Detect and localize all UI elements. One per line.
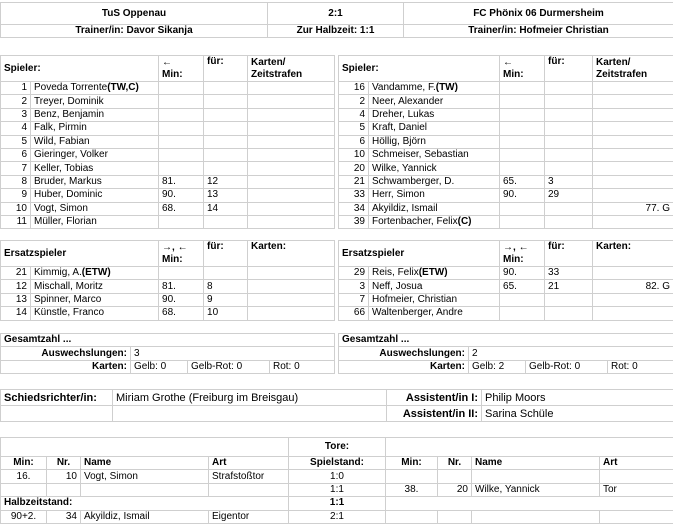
home-goal-scorer: Akyildiz, Ismail — [81, 510, 209, 523]
away-shirt-number: 34 — [339, 202, 369, 215]
away-sub-minute — [500, 162, 545, 175]
home-subs-count: 3 — [131, 347, 335, 360]
away-sub-minute — [500, 82, 545, 95]
halftime-label: Halbzeitstand: — [1, 497, 289, 510]
away-goal-minute: 38. — [386, 483, 438, 496]
away-yellow-count: Gelb: 2 — [469, 360, 526, 373]
home-goal-scorer — [81, 483, 209, 496]
away-sub-minute — [500, 215, 545, 228]
halftime-score: Zur Halbzeit: 1:1 — [268, 25, 404, 38]
home-goal-minute: 16. — [1, 470, 47, 483]
home-player-name: Gieringer, Volker — [31, 148, 159, 161]
away-card — [593, 267, 673, 280]
assistant1-name: Philip Moors — [482, 390, 673, 406]
away-shirt-number: 16 — [339, 82, 369, 95]
home-sub-for: 12 — [204, 175, 248, 188]
away-card — [593, 175, 673, 188]
away-sub-for — [545, 122, 593, 135]
away-sub-for: 21 — [545, 280, 593, 293]
away-goal-type — [600, 470, 673, 483]
away-sub-minute: 90. — [500, 267, 545, 280]
away-totals-title: Gesamtzahl ... — [339, 334, 673, 347]
away-goal-scorer: Wilke, Yannick — [472, 483, 600, 496]
home-card — [248, 82, 335, 95]
home-totals-title: Gesamtzahl ... — [1, 334, 335, 347]
score-heading: Spielstand: — [289, 457, 386, 470]
halftime-goal-score: 1:1 — [289, 497, 386, 510]
home-goal-number: 34 — [47, 510, 81, 523]
away-player-name: Schmeiser, Sebastian — [369, 148, 500, 161]
assistant2-label: Assistent/in II: — [387, 406, 482, 422]
away-goal-scorer — [472, 470, 600, 483]
home-sub-for — [204, 162, 248, 175]
away-subs-for-heading: für: — [545, 241, 593, 267]
away-shirt-number: 4 — [339, 108, 369, 121]
away-player-name: Neff, Josua — [369, 280, 500, 293]
referee-name: Miriam Grothe (Freiburg im Breisgau) — [113, 390, 387, 406]
away-goal-type — [600, 510, 673, 523]
away-min-heading: ← Min: — [500, 56, 545, 82]
away-subs-heading: Ersatzspieler — [339, 241, 500, 267]
away-player-name: Wilke, Yannick — [369, 162, 500, 175]
player-row — [1, 175, 673, 188]
home-player-name: Vogt, Simon — [31, 202, 159, 215]
away-sub-for — [545, 82, 593, 95]
away-sub-minute — [500, 135, 545, 148]
home-sub-minute: 68. — [159, 307, 204, 320]
goal-row — [1, 483, 673, 496]
away-sub-minute — [500, 148, 545, 161]
away-goal-minute — [386, 510, 438, 523]
home-card — [248, 175, 335, 188]
home-goal-name-heading: Name — [81, 457, 209, 470]
home-player-name: Falk, Pirmin — [31, 122, 159, 135]
home-card — [248, 215, 335, 228]
away-goal-number — [438, 470, 472, 483]
player-row — [1, 293, 673, 306]
home-shirt-number: 13 — [1, 293, 31, 306]
away-sub-for — [545, 108, 593, 121]
home-subs-for-heading: für: — [204, 241, 248, 267]
home-card — [248, 135, 335, 148]
totals-table — [0, 333, 673, 374]
home-yellowred-count: Gelb-Rot: 0 — [188, 360, 270, 373]
away-cards-heading: Karten/ Zeitstrafen — [593, 56, 673, 82]
player-row — [1, 148, 673, 161]
away-player-name: Kraft, Daniel — [369, 122, 500, 135]
home-cards-label: Karten: — [1, 360, 131, 373]
home-card — [248, 293, 335, 306]
home-goal-minute — [1, 483, 47, 496]
away-player-name: Dreher, Lukas — [369, 108, 500, 121]
home-sub-for: 10 — [204, 307, 248, 320]
home-shirt-number: 3 — [1, 108, 31, 121]
home-sub-for — [204, 95, 248, 108]
away-sub-for: 3 — [545, 175, 593, 188]
away-sub-minute — [500, 307, 545, 320]
away-goal-number: 20 — [438, 483, 472, 496]
goal-score: 2:1 — [289, 510, 386, 523]
home-sub-minute: 90. — [159, 293, 204, 306]
away-card — [593, 307, 673, 320]
home-player-name: Kimmig, A.(ETW) — [31, 267, 159, 280]
player-row — [1, 82, 673, 95]
home-goal-scorer: Vogt, Simon — [81, 470, 209, 483]
away-card — [593, 95, 673, 108]
away-cards-label: Karten: — [339, 360, 469, 373]
goals-title: Tore: — [289, 438, 386, 457]
home-sub-minute — [159, 148, 204, 161]
away-player-name: Herr, Simon — [369, 189, 500, 202]
goal-score: 1:0 — [289, 470, 386, 483]
away-player-name: Höllig, Björn — [369, 135, 500, 148]
player-row — [1, 189, 673, 202]
home-players-heading: Spieler: — [1, 56, 159, 82]
home-player-name: Benz, Benjamin — [31, 108, 159, 121]
away-card: 77. G — [593, 202, 673, 215]
away-player-name: Waltenberger, Andre — [369, 307, 500, 320]
home-sub-minute — [159, 267, 204, 280]
away-subs-min-heading: →, ← Min: — [500, 241, 545, 267]
away-card — [593, 162, 673, 175]
home-sub-minute: 90. — [159, 189, 204, 202]
home-card — [248, 307, 335, 320]
away-card — [593, 122, 673, 135]
home-team-name: TuS Oppenau — [1, 3, 268, 25]
away-sub-for — [545, 215, 593, 228]
home-sub-minute — [159, 82, 204, 95]
home-player-name: Treyer, Dominik — [31, 95, 159, 108]
home-card — [248, 280, 335, 293]
home-goal-number: 10 — [47, 470, 81, 483]
home-goal-nr-heading: Nr. — [47, 457, 81, 470]
away-team-name: FC Phönix 06 Durmersheim — [404, 3, 673, 25]
home-shirt-number: 12 — [1, 280, 31, 293]
away-card: 82. G — [593, 280, 673, 293]
away-sub-for — [545, 148, 593, 161]
home-player-name: Spinner, Marco — [31, 293, 159, 306]
player-row — [1, 307, 673, 320]
away-subs-count-label: Auswechslungen: — [339, 347, 469, 360]
home-card — [248, 202, 335, 215]
away-card — [593, 148, 673, 161]
home-goal-number — [47, 483, 81, 496]
home-card — [248, 108, 335, 121]
home-player-name: Mischall, Moritz — [31, 280, 159, 293]
away-goal-minute — [386, 470, 438, 483]
away-shirt-number: 33 — [339, 189, 369, 202]
away-coach: Trainer/in: Hofmeier Christian — [404, 25, 673, 38]
away-card — [593, 215, 673, 228]
home-shirt-number: 9 — [1, 189, 31, 202]
away-shirt-number: 21 — [339, 175, 369, 188]
away-sub-for — [545, 293, 593, 306]
away-goal-nr-heading: Nr. — [438, 457, 472, 470]
home-shirt-number: 4 — [1, 122, 31, 135]
away-sub-for — [545, 162, 593, 175]
home-shirt-number: 5 — [1, 135, 31, 148]
home-subs-cards-heading: Karten: — [248, 241, 335, 267]
away-subs-count: 2 — [469, 347, 673, 360]
away-sub-minute: 65. — [500, 280, 545, 293]
away-player-name: Akyildiz, Ismail — [369, 202, 500, 215]
away-card — [593, 293, 673, 306]
home-shirt-number: 11 — [1, 215, 31, 228]
home-card — [248, 267, 335, 280]
home-shirt-number: 2 — [1, 95, 31, 108]
away-player-name: Reis, Felix(ETW) — [369, 267, 500, 280]
subs-header-row — [1, 241, 673, 267]
home-card — [248, 162, 335, 175]
home-for-heading: für: — [204, 56, 248, 82]
player-row — [1, 135, 673, 148]
away-player-name: Hofmeier, Christian — [369, 293, 500, 306]
away-sub-for — [545, 202, 593, 215]
player-row — [1, 202, 673, 215]
away-sub-for: 33 — [545, 267, 593, 280]
home-sub-for — [204, 267, 248, 280]
away-player-name: Fortenbacher, Felix(C) — [369, 215, 500, 228]
home-sub-for — [204, 82, 248, 95]
home-player-name: Keller, Tobias — [31, 162, 159, 175]
home-sub-for — [204, 122, 248, 135]
lineup-table — [0, 55, 673, 229]
away-shirt-number: 20 — [339, 162, 369, 175]
home-card — [248, 95, 335, 108]
away-shirt-number: 39 — [339, 215, 369, 228]
away-sub-for — [545, 135, 593, 148]
away-player-name: Vandamme, F.(TW) — [369, 82, 500, 95]
home-sub-for — [204, 108, 248, 121]
officials-table — [0, 389, 673, 422]
home-shirt-number: 10 — [1, 202, 31, 215]
home-player-name: Huber, Dominic — [31, 189, 159, 202]
player-row — [1, 122, 673, 135]
away-shirt-number: 7 — [339, 293, 369, 306]
home-goal-type: Strafstoßtor — [209, 470, 289, 483]
home-sub-for — [204, 148, 248, 161]
away-card — [593, 135, 673, 148]
home-shirt-number: 6 — [1, 148, 31, 161]
home-sub-minute — [159, 162, 204, 175]
home-sub-for: 8 — [204, 280, 248, 293]
home-min-heading: ← Min: — [159, 56, 204, 82]
final-score: 2:1 — [268, 3, 404, 25]
referee-label: Schiedsrichter/in: — [1, 390, 113, 406]
away-goal-scorer — [472, 510, 600, 523]
home-goal-type: Eigentor — [209, 510, 289, 523]
assistant1-label: Assistent/in I: — [387, 390, 482, 406]
away-player-name: Schwamberger, D. — [369, 175, 500, 188]
home-sub-minute: 81. — [159, 280, 204, 293]
home-sub-for: 13 — [204, 189, 248, 202]
home-sub-minute — [159, 215, 204, 228]
player-row — [1, 108, 673, 121]
home-player-name: Künstle, Franco — [31, 307, 159, 320]
away-shirt-number: 66 — [339, 307, 369, 320]
goal-row — [1, 470, 673, 483]
home-sub-minute — [159, 108, 204, 121]
away-sub-for — [545, 95, 593, 108]
player-row — [1, 95, 673, 108]
home-goal-type — [209, 483, 289, 496]
home-goal-minute: 90+2. — [1, 510, 47, 523]
away-yellowred-count: Gelb-Rot: 0 — [526, 360, 608, 373]
away-card — [593, 189, 673, 202]
away-card — [593, 82, 673, 95]
home-subs-min-heading: →, ← Min: — [159, 241, 204, 267]
home-red-count: Rot: 0 — [270, 360, 335, 373]
home-sub-minute: 68. — [159, 202, 204, 215]
home-shirt-number: 8 — [1, 175, 31, 188]
player-row — [1, 162, 673, 175]
away-subs-cards-heading: Karten: — [593, 241, 673, 267]
away-for-heading: für: — [545, 56, 593, 82]
home-shirt-number: 14 — [1, 307, 31, 320]
away-goal-number — [438, 510, 472, 523]
away-sub-minute — [500, 108, 545, 121]
home-coach: Trainer/in: Davor Sikanja — [1, 25, 268, 38]
home-goal-min-heading: Min: — [1, 457, 47, 470]
home-shirt-number: 21 — [1, 267, 31, 280]
goal-row — [1, 510, 673, 523]
away-sub-for: 29 — [545, 189, 593, 202]
player-row — [1, 280, 673, 293]
home-player-name: Bruder, Markus — [31, 175, 159, 188]
lineup-header-row — [1, 56, 673, 82]
assistant2-name: Sarina Schüle — [482, 406, 673, 422]
home-cards-heading: Karten/ Zeitstrafen — [248, 56, 335, 82]
away-sub-minute — [500, 293, 545, 306]
goal-score: 1:1 — [289, 483, 386, 496]
home-sub-minute: 81. — [159, 175, 204, 188]
away-sub-minute — [500, 95, 545, 108]
home-sub-minute — [159, 122, 204, 135]
match-header — [0, 2, 673, 38]
player-row — [1, 215, 673, 228]
away-red-count: Rot: 0 — [608, 360, 673, 373]
home-sub-minute — [159, 135, 204, 148]
player-row — [1, 267, 673, 280]
home-player-name: Poveda Torrente(TW,C) — [31, 82, 159, 95]
away-goal-name-heading: Name — [472, 457, 600, 470]
away-shirt-number: 6 — [339, 135, 369, 148]
home-player-name: Wild, Fabian — [31, 135, 159, 148]
away-sub-for — [545, 307, 593, 320]
goals-table — [0, 437, 673, 524]
home-card — [248, 148, 335, 161]
home-sub-for: 9 — [204, 293, 248, 306]
away-sub-minute: 90. — [500, 189, 545, 202]
home-sub-for: 14 — [204, 202, 248, 215]
home-sub-for — [204, 135, 248, 148]
goals-header-row — [1, 457, 673, 470]
away-shirt-number: 10 — [339, 148, 369, 161]
home-yellow-count: Gelb: 0 — [131, 360, 188, 373]
away-shirt-number: 5 — [339, 122, 369, 135]
home-shirt-number: 7 — [1, 162, 31, 175]
home-sub-for — [204, 215, 248, 228]
away-goal-type-heading: Art — [600, 457, 673, 470]
home-shirt-number: 1 — [1, 82, 31, 95]
away-players-heading: Spieler: — [339, 56, 500, 82]
away-sub-minute — [500, 202, 545, 215]
away-shirt-number: 2 — [339, 95, 369, 108]
away-player-name: Neer, Alexander — [369, 95, 500, 108]
home-subs-count-label: Auswechslungen: — [1, 347, 131, 360]
home-goal-type-heading: Art — [209, 457, 289, 470]
home-subs-heading: Ersatzspieler — [1, 241, 159, 267]
away-sub-minute — [500, 122, 545, 135]
home-card — [248, 189, 335, 202]
away-shirt-number: 3 — [339, 280, 369, 293]
home-sub-minute — [159, 95, 204, 108]
substitutes-table — [0, 240, 673, 321]
away-shirt-number: 29 — [339, 267, 369, 280]
away-sub-minute: 65. — [500, 175, 545, 188]
away-card — [593, 108, 673, 121]
away-goal-type: Tor — [600, 483, 673, 496]
home-card — [248, 122, 335, 135]
home-player-name: Müller, Florian — [31, 215, 159, 228]
away-goal-min-heading: Min: — [386, 457, 438, 470]
